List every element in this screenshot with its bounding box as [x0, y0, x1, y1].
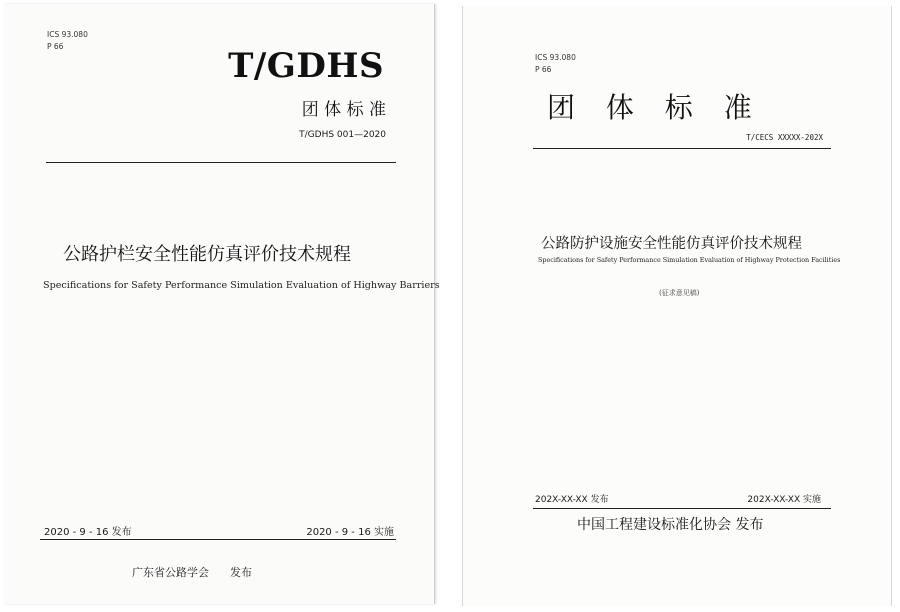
- implement-date: 2020 - 9 - 16 实施: [306, 527, 394, 538]
- series-logo: T/GDHS: [228, 46, 384, 86]
- publish-date: 2020 - 9 - 16 发布: [44, 527, 132, 538]
- title-english: Specifications for Safety Performance Simulation Evaluation of Highway Protection Facilities: [538, 256, 841, 264]
- right-cover-page: [462, 6, 892, 606]
- draft-status: (征求意见稿): [659, 289, 700, 297]
- standard-number: T/GDHS 001—2020: [299, 130, 386, 140]
- standard-number: T/CECS XXXXX-202X: [746, 133, 823, 142]
- ccs-code: P 66: [535, 65, 552, 74]
- header-divider: [46, 162, 396, 163]
- footer-divider: [533, 508, 831, 509]
- title-english: Specifications for Safety Performance Simulation Evaluation of Highway Barriers: [43, 280, 440, 291]
- publish-date: 202X-XX-XX 发布: [535, 495, 609, 505]
- title-chinese: 公路防护设施安全性能仿真评价技术规程: [541, 236, 802, 252]
- document-type: 团 体 标 准: [547, 91, 752, 124]
- title-chinese: 公路护栏安全性能仿真评价技术规程: [63, 244, 351, 265]
- ics-code: ICS 93.080: [47, 30, 88, 39]
- implement-date: 202X-XX-XX 实施: [747, 495, 821, 505]
- ics-code: ICS 93.080: [535, 53, 576, 62]
- footer-divider: [40, 539, 396, 540]
- publisher: 中国工程建设标准化协会 发布: [577, 517, 764, 533]
- document-type: 团 体 标 准: [301, 100, 386, 120]
- ccs-code: P 66: [47, 42, 64, 51]
- header-divider: [533, 148, 831, 149]
- left-cover-page: [4, 4, 440, 604]
- publisher: 广东省公路学会 发布: [132, 566, 252, 579]
